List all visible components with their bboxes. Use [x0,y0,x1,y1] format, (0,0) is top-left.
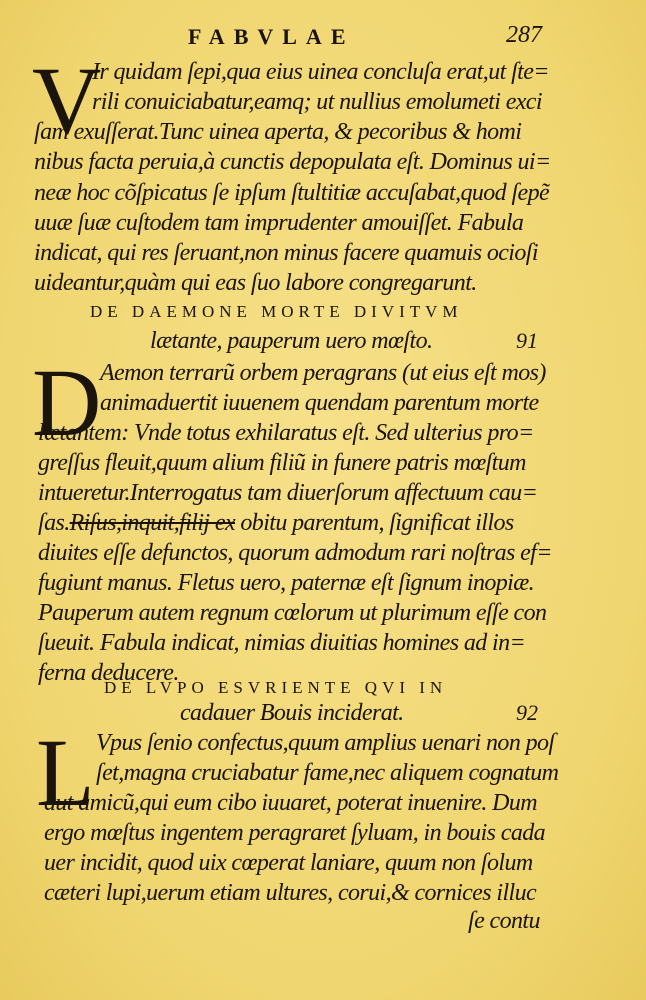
fable-3-line: cæteri lupi,uerum etiam ultures, corui,& cornices illuc [44,880,537,906]
fable-1-line: neæ hoc cõſpicatus ſe ipſum ſtultitiæ accuſabat,quod ſepẽ [34,180,550,206]
fable-number: 91 [516,328,538,353]
fable-2-line: lætantem: Vnde totus exhilaratus eſt. Sed ulterius pro= [38,420,534,446]
fable-number: 92 [516,700,538,725]
fable-1-line: uuæ ſuæ cuſtodem tam imprudenter amouiſſet. Fabula [34,210,524,236]
fable-heading: DE LVPO ESVRIENTE QVI IN [104,678,448,697]
dropcap-l: L [36,719,95,826]
fable-2-line: ſas.Riſus,inquit,filij ex obitu parentum, ſignificat illos [38,510,514,536]
fable-3-line: Vpus ſenio confectus,quum amplius uenari non poſ [96,730,555,756]
fable-3-line: ergo mœſtus ingentem peragraret ſyluam, in bouis cada [44,820,546,846]
fable-1-line: Ir quidam ſepi,qua eius uinea concluſa erat,ut ſte= [92,59,549,85]
fable-2-line: fugiunt manus. Fletus uero, paternæ eſt ſignum inopiæ. [38,570,535,596]
dropcap-v: V [32,47,102,154]
running-title: FABVLAE [188,24,355,49]
catchword: ſe contu [468,908,540,934]
fable-1-line: indicat, qui res ſeruant,non minus facere quamuis ocioſi [34,240,538,266]
fable-1-line: uideantur,quàm qui eas ſuo labore congregarunt. [34,270,477,296]
fable-2-line: Aemon terrarũ orbem peragrans (ut eius eſt mos) [100,360,546,386]
fable-1-line: nibus facta peruia,à cunctis depopulata eſt. Dominus ui= [34,149,551,175]
fable-2-line: diuites eſſe defunctos, quorum admodum rari noſtras ef= [38,540,552,566]
struck-text: Riſus,inquit,filij ex [69,510,235,536]
fable-subheading: cadauer Bouis inciderat. [180,700,404,726]
fable-2-line: greſſus fleuit,quum alium filiũ in funere patris mœſtum [38,450,526,476]
fable-3-line: aut amicũ,qui eum cibo iuuaret, poterat inuenire. Dum [44,790,538,816]
fable-heading: DE DAEMONE MORTE DIVITVM [90,302,463,321]
fable-1-line: rili conuiciabatur,eamq; ut nullius emolumeti exci [92,89,542,115]
fable-subheading: lætante, pauperum uero mœſto. [150,328,433,354]
fable-2-line: intueretur.Interrogatus tam diuerſorum affectuum cau= [38,480,538,506]
fable-3-line: uer incidit, quod uix cœperat laniare, quum non ſolum [44,850,533,876]
fable-2-line: ferna deducere. [38,660,179,686]
fable-3-line: ſet,magna cruciabatur fame,nec aliquem cognatum [96,760,559,786]
dropcap-d: D [32,349,102,456]
fable-2-line: animaduertit iuuenem quendam parentum morte [100,390,539,416]
page-number: 287 [506,22,542,48]
fable-2-line: ſueuit. Fabula indicat, nimias diuitias homines ad in= [38,630,526,656]
fable-2-line: Pauperum autem regnum cœlorum ut plurimum eſſe con [38,600,547,626]
fable-1-line: ſam exuſſerat.Tunc uinea aperta, & pecoribus & homi [34,119,522,145]
